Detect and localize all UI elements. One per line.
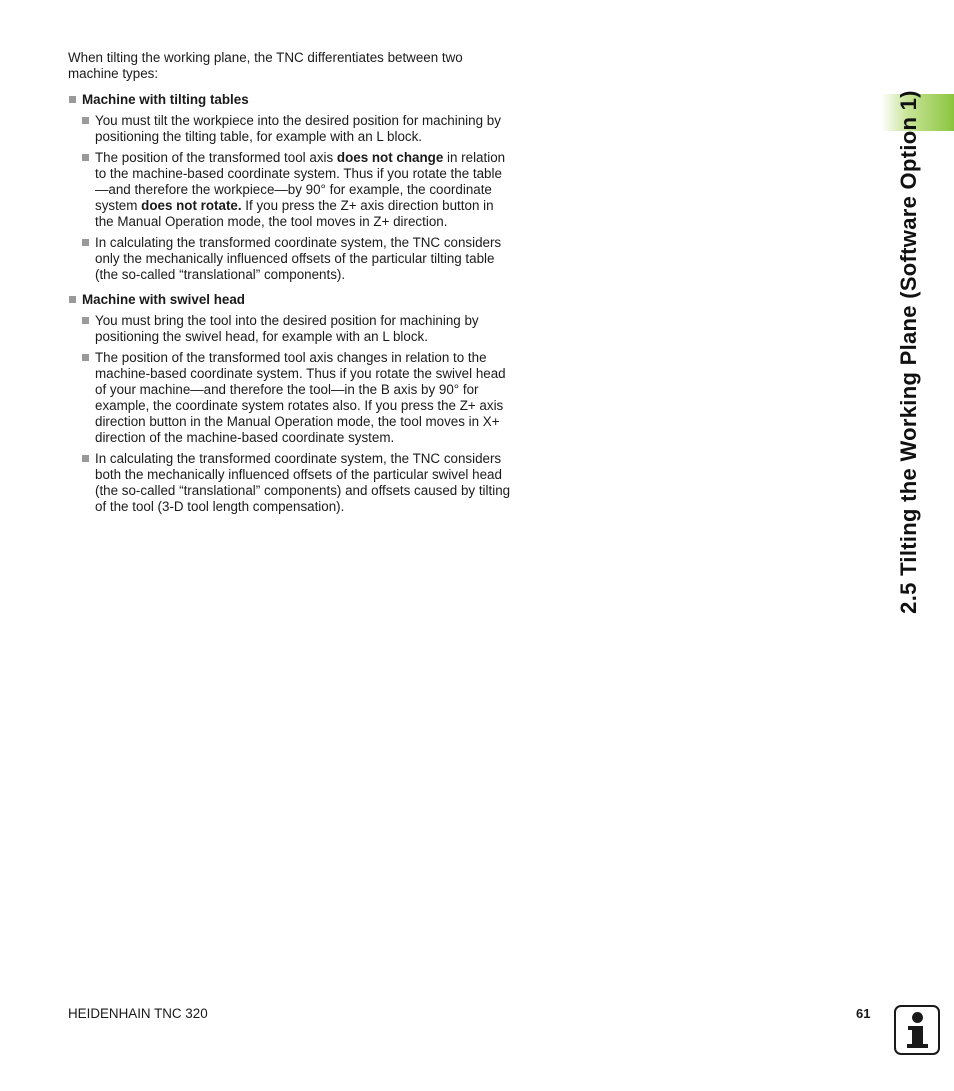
square-bullet-icon [82, 354, 89, 361]
bullet-list [68, 313, 513, 515]
list-item [95, 313, 513, 345]
page-content [68, 50, 513, 524]
square-bullet-icon [82, 117, 89, 124]
emphasis-text: does not change [336, 150, 444, 165]
info-icon-base [907, 1044, 928, 1048]
sections-container [68, 92, 513, 515]
list-item [95, 451, 513, 515]
bullet-list [68, 113, 513, 283]
list-item-text: The position of the transformed tool axis changes in relation to the machine-based coordinate system. Thus if you rotate the swivel head of your machine—and therefore the tool—in the B axis by 90° for example, the coordinate system rotates also. If you press the Z+ axis direction button in the Manual Operation mode, the tool moves in X+ direction of the machine-based coordinate system. [95, 350, 506, 445]
footer-product: HEIDENHAIN TNC 320 [68, 1006, 208, 1021]
info-icon-dot [912, 1012, 923, 1023]
list-item-text: In calculating the transformed coordinate system, the TNC considers only the mechanically influenced offsets of the particular tilting table (the so-called “translational” components). [95, 235, 502, 282]
page-number: 61 [856, 1006, 871, 1021]
emphasis-text: does not rotate. [141, 198, 242, 213]
info-icon [894, 1005, 940, 1055]
section-heading [68, 292, 513, 308]
list-item-text: You must tilt the workpiece into the desired position for machining by positioning the tilting table, for example with an L block. [95, 113, 501, 144]
list-item [95, 235, 513, 283]
square-bullet-icon [82, 455, 89, 462]
list-item [95, 150, 513, 230]
list-item-text: in relation to the machine-based coordinate system. Thus if you rotate the table—and therefore the workpiece—by 90° for example, the coordinate system [95, 150, 506, 213]
square-bullet-icon [69, 296, 76, 303]
square-bullet-icon [82, 154, 89, 161]
list-item-text: In calculating the transformed coordinate system, the TNC considers both the mechanically influenced offsets of the particular swivel head (the so-called “translational” components) and offsets caused by tilting of the tool (3-D tool length compensation). [95, 451, 511, 514]
intro-paragraph: When tilting the working plane, the TNC differentiates between two machine types: [68, 50, 463, 81]
list-item-text: The position of the transformed tool axis [95, 150, 337, 165]
chapter-title: 2.5 Tilting the Working Plane (Software Option 1) [896, 90, 921, 614]
section-heading-text: Machine with tilting tables [82, 92, 249, 107]
square-bullet-icon [69, 96, 76, 103]
section-heading-text: Machine with swivel head [82, 292, 245, 307]
square-bullet-icon [82, 239, 89, 246]
list-item-text: If you press the Z+ axis direction button in the Manual Operation mode, the tool moves in Z+ direction. [95, 198, 494, 229]
square-bullet-icon [82, 317, 89, 324]
list-item [95, 350, 513, 446]
section-heading [68, 92, 513, 108]
list-item [95, 113, 513, 145]
list-item-text: You must bring the tool into the desired position for machining by positioning the swivel head, for example with an L block. [95, 313, 479, 344]
